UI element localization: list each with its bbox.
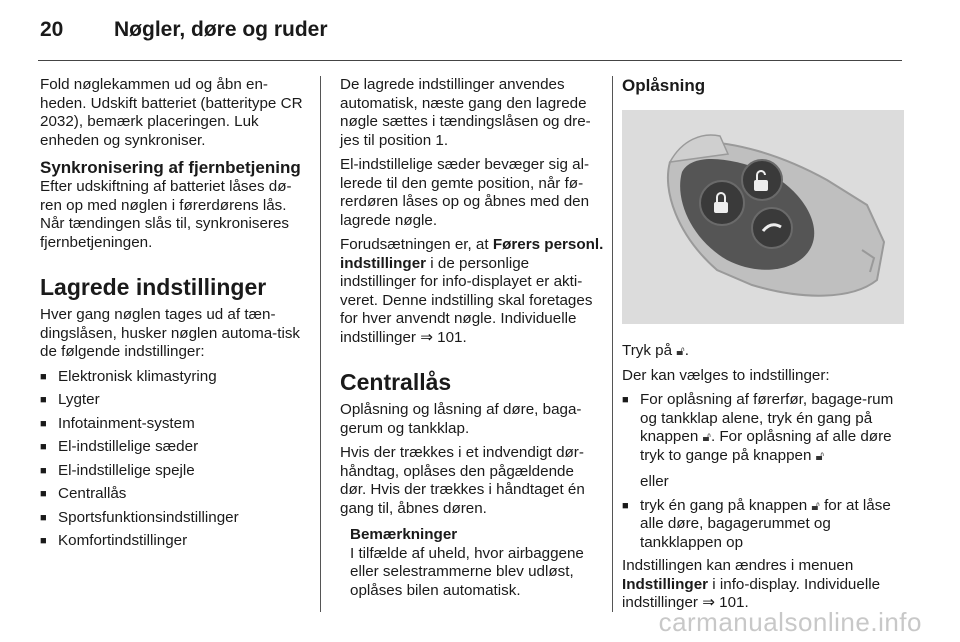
menu-name: Førers personl. indstillinger xyxy=(340,236,604,272)
page-number: 20 xyxy=(40,18,64,41)
text-run: . xyxy=(684,342,689,359)
note-box xyxy=(340,526,604,600)
paragraph: De lagrede indstillinger anvendes automatisk, næste gang den lagrede nøgle sættes i tændingslåsen og dre-jes til position 1. xyxy=(340,76,591,149)
unlock-icon: 🔓︎ xyxy=(815,447,825,463)
page-ref-icon: ⇒ xyxy=(702,594,720,611)
text-run: Tryk på xyxy=(622,342,677,359)
note-heading: Bemærkninger xyxy=(350,526,458,543)
list-item: ■ Lygter xyxy=(40,391,310,410)
list-item: ■ El-indstillelige sæder xyxy=(40,438,310,457)
saved-settings-heading: Lagrede indstillinger xyxy=(40,274,267,300)
or-text: eller xyxy=(640,473,669,490)
page-ref[interactable]: 101. xyxy=(437,328,467,346)
watermark: carmanualsonline.info xyxy=(658,607,922,637)
paragraph: Der kan vælges to indstillinger: xyxy=(622,366,830,384)
sync-heading: Synkronisering af fjernbetjening xyxy=(40,158,301,177)
text-run: tryk én gang på knappen xyxy=(640,496,812,514)
text-run: Forudsætningen er, at xyxy=(340,236,493,253)
list-item: ■ Infotainment-system xyxy=(40,415,310,434)
menu-name: Indstillinger xyxy=(622,575,709,593)
list-item: ■ Elektronisk klimastyring xyxy=(40,368,310,387)
list-item: ■ Centrallås xyxy=(40,485,310,504)
list-item: ■ El-indstillelige spejle xyxy=(40,462,310,481)
paragraph: El-indstillelige sæder bevæger sig al-lerede til den gemte position, når fø-rerdøren låses op og åbnes med den lagrede nøgle. xyxy=(340,156,590,229)
tailgate-button xyxy=(752,208,792,248)
paragraph: Hvis der trækkes i et indvendigt dør-håndtag, oplåses den pågældende dør. Hvis der trækkes i håndtaget én gang til, åbnes døren. xyxy=(340,444,585,517)
note-text: I tilfælde af uheld, hvor airbaggene eller selestrammerne blev udløst, oplåses bilen automatisk. xyxy=(350,544,584,599)
central-lock-heading: Centrallås xyxy=(340,369,452,395)
page-header xyxy=(40,18,328,48)
paragraph xyxy=(622,342,904,361)
paragraph: Oplåsning og låsning af døre, baga-gerum og tankklap. xyxy=(340,401,582,437)
options-list xyxy=(622,391,904,552)
text-run: for at låse alle døre, bagagerummet og tankklappen op xyxy=(640,496,891,551)
page-ref-icon: ⇒ xyxy=(420,328,438,346)
unlock-icon: 🔓︎ xyxy=(811,497,820,513)
unlock-icon: 🔓︎ xyxy=(702,429,711,444)
column-divider xyxy=(612,76,613,612)
remote-key-illustration xyxy=(622,110,904,324)
text-run: i de personlige indstillinger for info-displayet er akti-veret. Denne indstilling skal foretages for hver anvendt nøgle. Individuelle indstillinger xyxy=(340,254,593,346)
page-title: Nøgler, døre og ruder xyxy=(114,18,328,41)
list-item: ■ Sportsfunktionsindstillinger xyxy=(40,509,310,528)
header-rule xyxy=(38,60,902,61)
list-item xyxy=(622,497,904,553)
text-run: For oplåsning af førerfør, bagage-rum og tankklap alene, tryk én gang på knappen xyxy=(640,391,894,445)
paragraph xyxy=(340,236,604,347)
column-2 xyxy=(340,76,604,600)
page-ref[interactable]: 101. xyxy=(719,594,749,611)
settings-list xyxy=(40,368,310,551)
key-svg xyxy=(622,110,904,324)
unlock-heading: Oplåsning xyxy=(622,76,706,95)
column-1 xyxy=(40,76,310,556)
list-item: ■ Komfortindstillinger xyxy=(40,532,310,551)
text-run: i info-display. Individuelle indstillinger xyxy=(622,575,881,611)
text-run: . For oplåsning af alle døre tryk to gange på knappen xyxy=(640,428,892,464)
column-3 xyxy=(622,76,904,619)
column-divider xyxy=(320,76,321,612)
text-run: Indstillingen kan ændres i menuen xyxy=(622,557,854,574)
intro-paragraph: Fold nøglekammen ud og åbn en-heden. Udskift batteriet (batteritype CR 2032), bemærk placeringen. Luk enheden og synkroniser. xyxy=(40,76,303,149)
unlock-icon: 🔓︎ xyxy=(676,343,685,358)
paragraph xyxy=(622,557,904,613)
sync-paragraph: Efter udskiftning af batteriet låses dø-ren op med nøglen i førerdørens lås. Når tændingen slås til, synkroniseres fjernbetjeningen. xyxy=(40,178,292,251)
saved-settings-paragraph: Hver gang nøglen tages ud af tæn-dingslåsen, husker nøglen automa-tisk de følgende indstillinger: xyxy=(40,306,301,360)
list-item xyxy=(622,391,904,492)
